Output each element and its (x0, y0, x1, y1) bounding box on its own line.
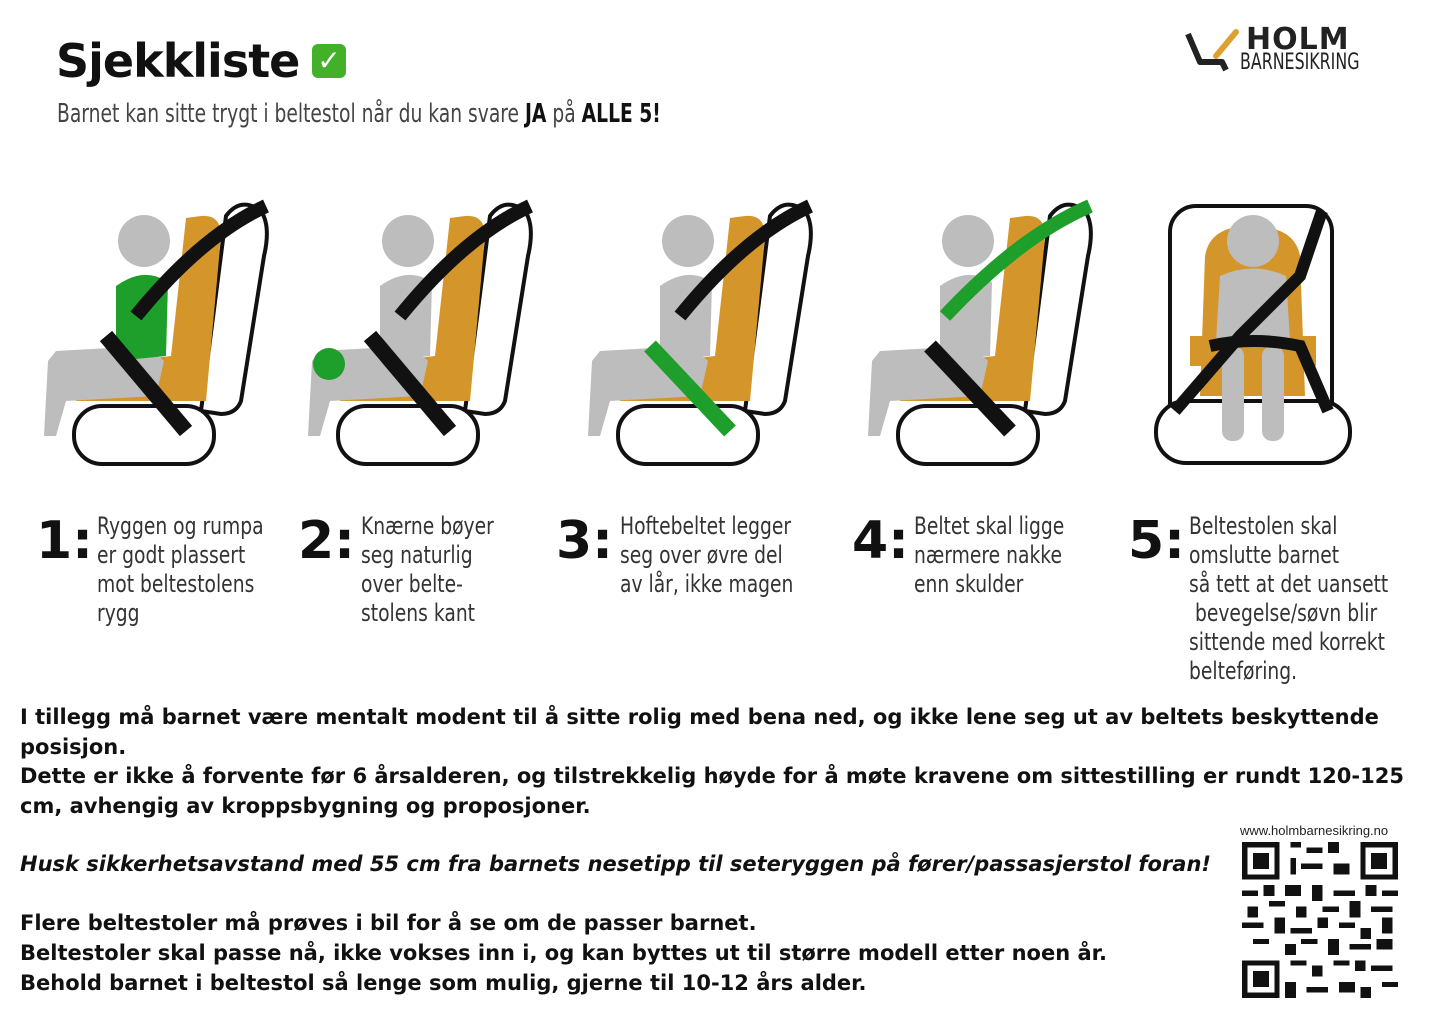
body-paragraph-6: Behold barnet i beltestol så lenge som mulig, gjerne til 10-12 års alder. (20, 971, 867, 995)
seat-figure-2-icon (300, 196, 560, 476)
seat-figure-1-icon (36, 196, 296, 476)
body-paragraph-4: Flere beltestoler må prøves i bil for å se om de passer barnet. (20, 911, 757, 935)
step-2-number: 2: (298, 511, 355, 571)
checkmark-icon: ✓ (312, 44, 346, 78)
safety-distance-note: Husk sikkerhetsavstand med 55 cm fra barnets nesetipp til seteryggen på fører/passasjerstol foran! (20, 852, 1211, 876)
body-paragraph-5: Beltestoler skal passe nå, ikke vokses inn i, og kan byttes ut til større modell etter noen år. (20, 941, 1107, 965)
step-5-text: Beltestolen skal omslutte barnet så tett at det uansett bevegelse/søvn blir sittende med korrekt belteføring. (1189, 512, 1389, 685)
step-1-number: 1: (36, 511, 93, 571)
seat-logo-icon (1184, 26, 1244, 78)
step-2-text: Knærne bøyer seg naturlig over belte- stolens kant (361, 512, 494, 627)
body-paragraph-1: I tillegg må barnet være mentalt modent til å sitte rolig med bena ned, og ikke lene seg ut av beltets beskyttende posisjon. (20, 705, 1379, 759)
seat-figure-3-icon (580, 196, 840, 476)
subtitle-alle: ALLE 5! (581, 99, 661, 129)
seat-figure-4-icon (860, 196, 1120, 476)
step-5-number: 5: (1128, 511, 1185, 571)
website-url[interactable]: www.holmbarnesikring.no (1240, 823, 1389, 838)
step-4-text: Beltet skal ligge nærmere nakke enn skulder (914, 512, 1065, 598)
step-3-text: Hoftebeltet legger seg over øvre del av lår, ikke magen (620, 512, 794, 598)
logo-name: HOLM (1246, 22, 1350, 57)
body-paragraph-2: Dette er ikke å forvente før 6 årsalderen, og tilstrekkelig høyde for å møte kravene om sittestilling er rundt 120-125 cm, avhengig av kroppsbygning og proposjoner. (20, 764, 1404, 818)
subtitle-mid: på (546, 99, 582, 129)
seat-figure-5-icon (1150, 196, 1410, 476)
step-1-text: Ryggen og rumpa er godt plassert mot beltestolens rygg (97, 512, 264, 627)
logo-tagline: BARNESIKRING (1240, 50, 1360, 75)
page-subtitle (57, 96, 661, 132)
subtitle-ja: JA (524, 99, 547, 129)
subtitle-text: Barnet kan sitte trygt i beltestol når du kan svare (57, 99, 525, 129)
qr-code-icon[interactable] (1242, 842, 1398, 998)
step-4-number: 4: (852, 511, 909, 571)
page-title: Sjekkliste (56, 34, 300, 88)
step-3-number: 3: (556, 511, 613, 571)
